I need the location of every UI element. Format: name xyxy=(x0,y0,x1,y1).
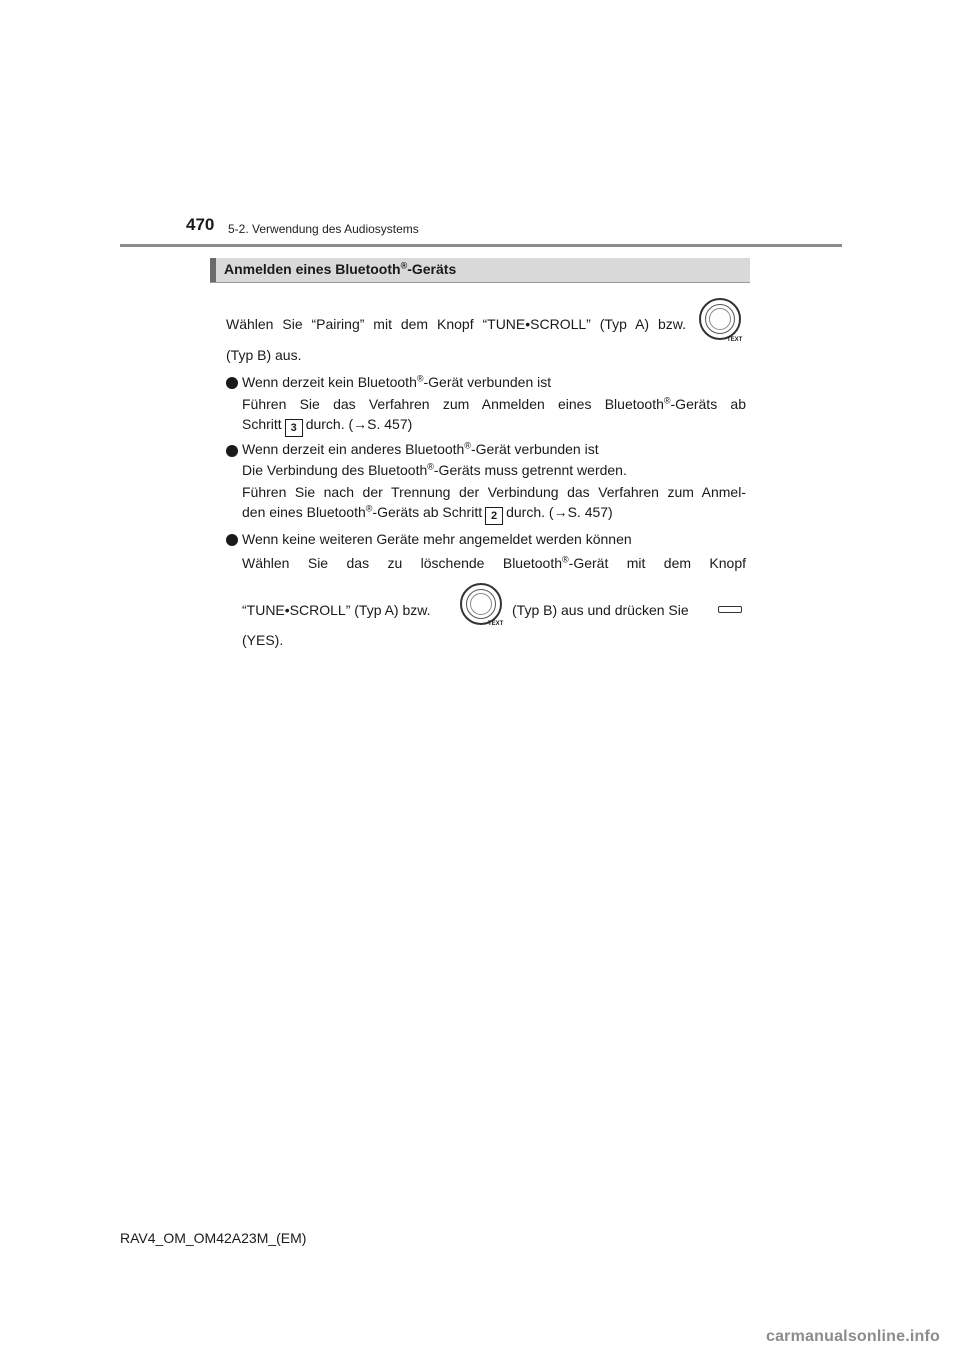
step-3-icon: 3 xyxy=(285,419,303,437)
bullet2-line1: Die Verbindung des Bluetooth®-Geräts muss getrennt werden. xyxy=(242,461,627,478)
bullet3-title: Wenn keine weiteren Geräte mehr angemeldet werden können xyxy=(242,531,632,547)
page-number: 470 xyxy=(186,215,215,234)
heading-bar xyxy=(210,258,750,283)
bullet3-line1: Wählen Sie das zu löschende Bluetooth®-Gerät mit dem Knopf xyxy=(242,554,746,571)
tune-knob-icon xyxy=(699,298,741,340)
intro-line-2: (Typ B) aus. xyxy=(226,347,302,363)
section-title: 5-2. Verwendung des Audiosystems xyxy=(228,222,419,236)
bullet1-line1: Führen Sie das Verfahren zum Anmelden eines Bluetooth®-Geräts ab xyxy=(242,395,746,412)
bullet-icon xyxy=(226,534,238,546)
bullet1-line2: Schritt 3 durch. (→S. 457) xyxy=(242,413,746,437)
knob-text-label: TEXT xyxy=(727,337,743,343)
bullet3-line2b: (Typ B) aus und drücken Sie xyxy=(512,602,689,618)
step-2-icon: 2 xyxy=(485,507,503,525)
header-rule xyxy=(120,244,842,247)
heading-label: Anmelden eines Bluetooth®-Geräts xyxy=(224,260,457,277)
bullet1-title: Wenn derzeit kein Bluetooth®-Gerät verbunden ist xyxy=(242,373,552,390)
heading-accent xyxy=(210,258,216,282)
bullet2-line2: Führen Sie nach der Trennung der Verbindung das Verfahren zum Anmel- xyxy=(242,484,746,500)
bullet3-line2a: “TUNE•SCROLL” (Typ A) bzw. xyxy=(242,602,431,618)
knob-text-label: TEXT xyxy=(488,621,504,627)
bullet2-title: Wenn derzeit ein anderes Bluetooth®-Gerät verbunden ist xyxy=(242,440,599,457)
yes-button-icon xyxy=(718,606,742,613)
intro-line-1: Wählen Sie “Pairing” mit dem Knopf “TUNE•SCROLL” (Typ A) bzw. xyxy=(226,316,686,332)
bullet-icon xyxy=(226,377,238,389)
watermark: carmanualsonline.info xyxy=(765,1328,940,1345)
bullet-icon xyxy=(226,445,238,457)
bullet3-line3: (YES). xyxy=(242,632,284,648)
bullet2-line3: den eines Bluetooth®-Geräts ab Schritt 2 durch. (→S. 457) xyxy=(242,501,746,525)
footer-doc-code: RAV4_OM_OM42A23M_(EM) xyxy=(120,1230,307,1246)
tune-knob-icon xyxy=(460,583,502,625)
